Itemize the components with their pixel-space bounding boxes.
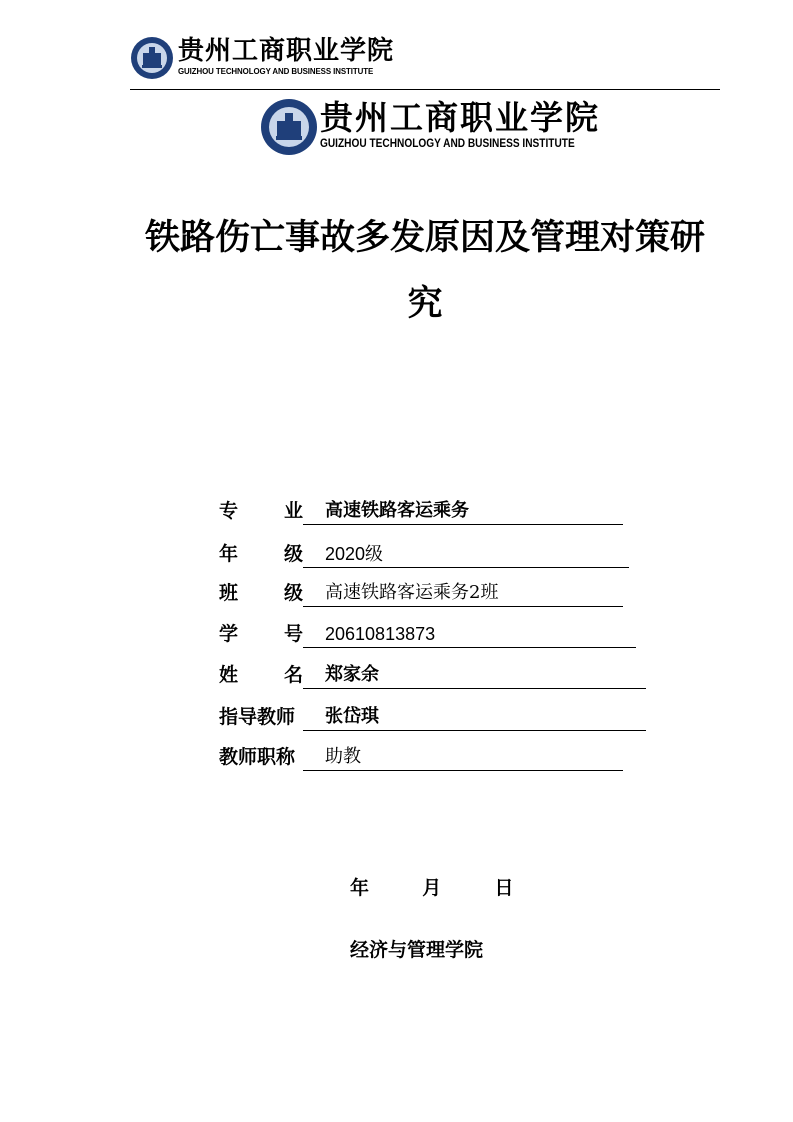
date-month: 月 xyxy=(422,877,442,899)
header-school-name-cn: 贵州工商职业学院 xyxy=(178,36,395,66)
class-value: 高速铁路客运乘务2班 xyxy=(303,579,623,607)
main-logo xyxy=(260,98,600,160)
grade-label: 年 级 xyxy=(219,543,303,565)
header-logo xyxy=(130,36,395,80)
title-line-1: 铁路伤亡事故多发原因及管理对策研 xyxy=(144,218,705,258)
student-id-value: 20610813873 xyxy=(303,620,636,648)
advisor-title-label: 教师职称 xyxy=(219,746,296,768)
name-label: 姓 名 xyxy=(219,664,303,686)
school-seal-icon xyxy=(130,36,174,80)
student-id-label: 学 号 xyxy=(219,623,303,645)
major-label: 专 业 xyxy=(219,500,303,522)
advisor-title-value: 助教 xyxy=(303,743,623,771)
class-label: 班 级 xyxy=(219,582,303,604)
date-day: 日 xyxy=(494,877,514,899)
school-seal-icon xyxy=(260,98,318,156)
grade-value: 2020级 xyxy=(303,540,629,568)
college-name: 经济与管理学院 xyxy=(350,939,484,961)
header-school-name-en: GUIZHOU TECHNOLOGY AND BUSINESS INSTITUTE xyxy=(178,66,374,76)
document-title xyxy=(130,205,720,337)
header-rule xyxy=(130,89,720,90)
date-year: 年 xyxy=(350,877,370,899)
advisor-value: 张岱琪 xyxy=(303,703,646,731)
date-line xyxy=(350,873,514,900)
title-line-2: 究 xyxy=(407,284,443,324)
main-school-name-cn: 贵州工商职业学院 xyxy=(320,98,600,137)
name-value: 郑家余 xyxy=(303,661,646,689)
advisor-label: 指导教师 xyxy=(219,706,296,728)
main-school-name-en: GUIZHOU TECHNOLOGY AND BUSINESS INSTITUTE xyxy=(320,138,575,150)
major-value: 高速铁路客运乘务 xyxy=(303,497,623,525)
